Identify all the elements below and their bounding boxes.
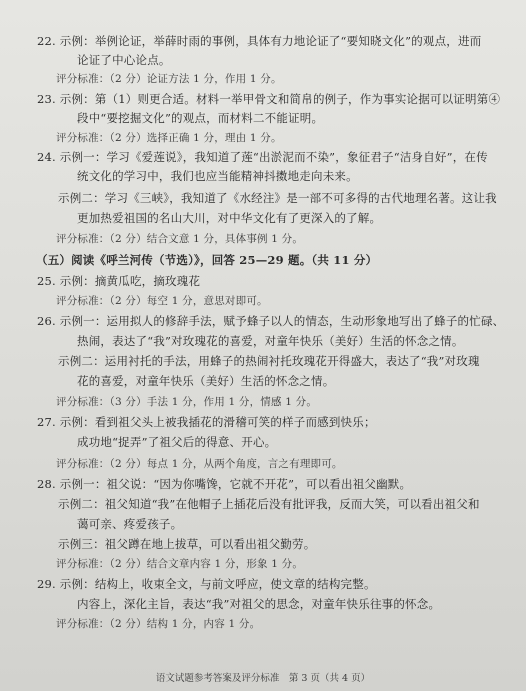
q23-answer-line-1: 23. 示例：第（1）则更合适。材料一举甲骨文和简帛的例子，作为事实论据可以证明第④ xyxy=(37,92,501,106)
q26-answer-line-3: 示例二：运用衬托的手法，用蜂子的热闹衬托玫瑰花开得盛大，表达了“我”对玫瑰 xyxy=(58,354,480,368)
q26-answer-line-4: 花的喜爱，对童年快乐（美好）生活的怀念之情。 xyxy=(77,374,335,388)
q25-answer-line-1: 25. 示例：摘黄瓜吃，摘玫瑰花 xyxy=(37,274,201,288)
q24-answer-line-4: 更加热爱祖国的名山大川，对中华文化有了更深入的了解。 xyxy=(77,211,382,225)
q23-answer-line-2: 段中“要挖掘文化”的观点，而材料二不能证明。 xyxy=(77,111,324,125)
q28-answer-line-2: 示例二：祖父知道“我”在他帽子上插花后没有批评我，反而大笑，可以看出祖父和 xyxy=(58,497,480,511)
q24-answer-line-2: 统文化的学习中，我们也应当能精神抖擞地走向未来。 xyxy=(77,169,358,183)
q25-scoring-criteria: 评分标准：（2 分）每空 1 分，意思对即可。 xyxy=(56,295,268,307)
q23-scoring-criteria: 评分标准：（2 分）选择正确 1 分，理由 1 分。 xyxy=(56,132,282,144)
q27-answer-line-1: 27. 示例：看到祖父头上被我插花的滑稽可笑的样子而感到快乐； xyxy=(37,415,376,429)
q28-answer-line-3: 蔼可亲、疼爱孩子。 xyxy=(77,517,183,531)
q24-scoring-criteria: 评分标准：（2 分）结合文意 1 分，具体事例 1 分。 xyxy=(56,233,304,245)
q24-answer-line-3: 示例二：学习《三峡》，我知道了《水经注》是一部不可多得的古代地理名著。这让我 xyxy=(58,191,497,205)
q29-scoring-criteria: 评分标准：（2 分）结构 1 分，内容 1 分。 xyxy=(56,618,261,630)
section-5-heading: （五）阅读《呼兰河传（节选）》，回答 25—29 题。（共 11 分） xyxy=(36,253,378,267)
page-footer: 语文试题参考答案及评分标准 第 3 页（共 4 页） xyxy=(155,673,371,684)
q26-answer-line-1: 26. 示例一：运用拟人的修辞手法，赋予蜂子以人的情态，生动形象地写出了蜂子的忙碌、 xyxy=(37,314,505,328)
q29-answer-line-2: 内容上，深化主旨，表达“我”对祖父的思念，对童年快乐往事的怀念。 xyxy=(77,597,441,611)
q27-scoring-criteria: 评分标准：（2 分）每点 1 分，从两个角度，言之有理即可。 xyxy=(56,458,343,470)
q29-answer-line-1: 29. 示例：结构上，收束全文，与前文呼应，使文章的结构完整。 xyxy=(37,577,376,591)
q22-answer-line-2: 论证了中心论点。 xyxy=(77,53,171,67)
q24-answer-line-1: 24. 示例一：学习《爱莲说》，我知道了莲“出淤泥而不染”，象征君子“洁身自好”，在传 xyxy=(37,150,488,164)
q22-scoring-criteria: 评分标准：（2 分）论证方法 1 分，作用 1 分。 xyxy=(56,73,282,85)
q28-answer-line-1: 28. 示例一：祖父说：“因为你嘴馋，它就不开花”，可以看出祖父幽默。 xyxy=(37,477,412,491)
q26-answer-line-2: 热闹，表达了“我”对玫瑰花的喜爱，对童年快乐（美好）生活的怀念之情。 xyxy=(77,334,464,348)
q22-answer-line-1: 22. 示例：举例论证，举薛时雨的事例，具体有力地论证了“要知晓文化”的观点，进而 xyxy=(37,34,482,48)
q28-scoring-criteria: 评分标准：（2 分）结合文章内容 1 分，形象 1 分。 xyxy=(56,558,304,570)
q27-answer-line-2: 成功地“捉弄”了祖父后的得意、开心。 xyxy=(77,435,277,449)
q28-answer-line-4: 示例三：祖父蹲在地上拔草，可以看出祖父勤劳。 xyxy=(58,537,316,551)
q26-scoring-criteria: 评分标准：（3 分）手法 1 分，作用 1 分，情感 1 分。 xyxy=(56,396,318,408)
